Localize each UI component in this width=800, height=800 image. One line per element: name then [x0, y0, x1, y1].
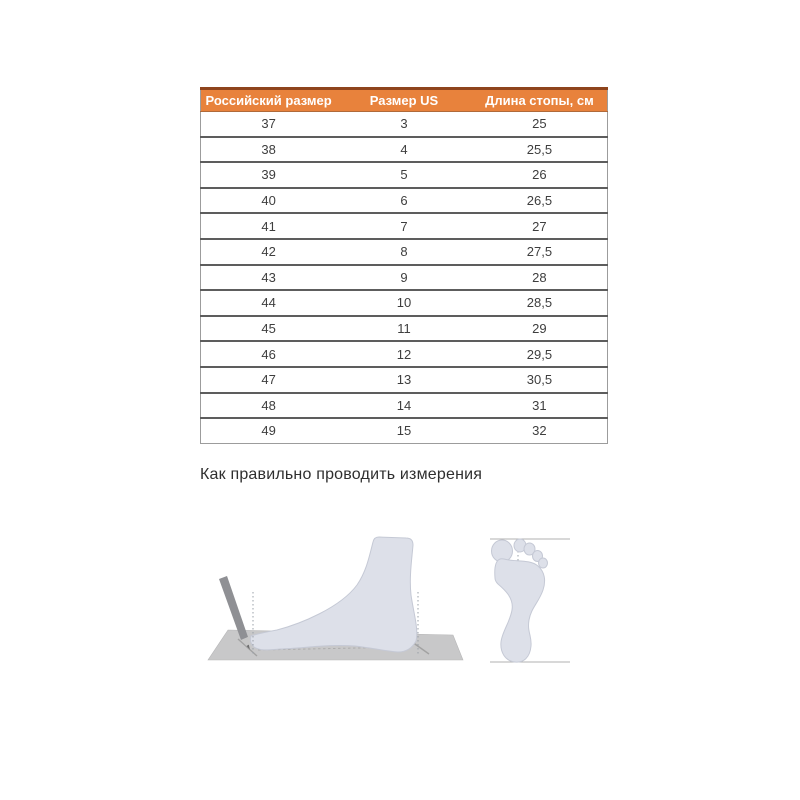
table-cell: 3: [336, 112, 472, 137]
column-header-russian-size: Российский размер: [201, 89, 337, 112]
sole-print: [495, 559, 545, 662]
table-row: [201, 239, 608, 265]
table-row: [201, 162, 608, 188]
table-row: [201, 316, 608, 342]
size-conversion-table: [200, 87, 608, 444]
table-cell: 32: [472, 418, 608, 443]
table-cell: 10: [336, 290, 472, 316]
table-row: [201, 112, 608, 137]
table-cell: 29,5: [472, 341, 608, 367]
table-cell: 47: [201, 367, 337, 393]
table-cell: 9: [336, 265, 472, 291]
table-row: [201, 188, 608, 214]
table-cell: 15: [336, 418, 472, 443]
table-cell: 11: [336, 316, 472, 342]
table-cell: 14: [336, 393, 472, 419]
table-cell: 49: [201, 418, 337, 443]
table-cell: 26: [472, 162, 608, 188]
table-cell: 41: [201, 213, 337, 239]
footprint-measurement-figure: [490, 539, 570, 662]
table-cell: 28: [472, 265, 608, 291]
foot-measurement-illustration: [180, 520, 600, 680]
table-cell: 46: [201, 341, 337, 367]
table-cell: 48: [201, 393, 337, 419]
table-row: [201, 367, 608, 393]
table-row: [201, 341, 608, 367]
table-row: [201, 137, 608, 163]
table-cell: 27: [472, 213, 608, 239]
size-table-body: [201, 112, 608, 444]
measurement-section-heading: Как правильно проводить измерения: [200, 466, 483, 483]
column-header-us-size: Размер US: [336, 89, 472, 112]
table-cell: 4: [336, 137, 472, 163]
table-cell: 39: [201, 162, 337, 188]
table-row: [201, 213, 608, 239]
footprint-outline: [492, 539, 548, 662]
foot-side-measurement-figure: [208, 537, 463, 660]
table-cell: 30,5: [472, 367, 608, 393]
table-row: [201, 418, 608, 443]
table-cell: 31: [472, 393, 608, 419]
table-row: [201, 290, 608, 316]
table-cell: 26,5: [472, 188, 608, 214]
header-row: [201, 89, 608, 112]
table-cell: 40: [201, 188, 337, 214]
size-table-head: [201, 89, 608, 112]
foot-side-outline: [250, 537, 416, 652]
table-cell: 6: [336, 188, 472, 214]
table-cell: 37: [201, 112, 337, 137]
table-cell: 12: [336, 341, 472, 367]
table-cell: 25,5: [472, 137, 608, 163]
table-row: [201, 265, 608, 291]
table-cell: 29: [472, 316, 608, 342]
toe-print: [539, 558, 548, 568]
table-cell: 44: [201, 290, 337, 316]
table-row: [201, 393, 608, 419]
table-cell: 13: [336, 367, 472, 393]
table-cell: 28,5: [472, 290, 608, 316]
table-cell: 38: [201, 137, 337, 163]
table-cell: 27,5: [472, 239, 608, 265]
table-cell: 45: [201, 316, 337, 342]
table-cell: 8: [336, 239, 472, 265]
table-cell: 42: [201, 239, 337, 265]
table-cell: 25: [472, 112, 608, 137]
table-cell: 7: [336, 213, 472, 239]
table-cell: 5: [336, 162, 472, 188]
table-cell: 43: [201, 265, 337, 291]
column-header-foot-length: Длина стопы, см: [472, 89, 608, 112]
